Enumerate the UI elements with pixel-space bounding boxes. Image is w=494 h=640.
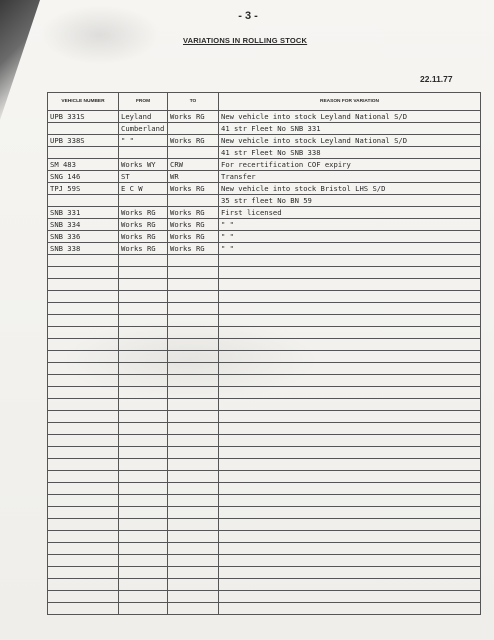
page-number: - 3 - (238, 10, 258, 22)
table-cell: CRW (168, 159, 219, 171)
table-row-empty (48, 339, 481, 351)
table-cell: Works RG (168, 111, 219, 123)
table-cell (219, 483, 481, 495)
table-cell: New vehicle into stock Bristol LHS S/D (219, 183, 481, 195)
table-cell (168, 351, 219, 363)
table-cell (48, 435, 119, 447)
table-cell (219, 447, 481, 459)
header-vehicle-number: VEHICLE NUMBER (48, 93, 119, 111)
table-cell (219, 327, 481, 339)
table-cell (219, 387, 481, 399)
table-cell (168, 411, 219, 423)
table-cell (48, 471, 119, 483)
table-row (48, 243, 481, 255)
table-cell: Works RG (168, 183, 219, 195)
table-cell (168, 303, 219, 315)
table-cell (168, 567, 219, 579)
table-row-empty (48, 399, 481, 411)
table-cell (168, 459, 219, 471)
table-row (48, 231, 481, 243)
table-row-empty (48, 603, 481, 615)
table-row (48, 195, 481, 207)
table-cell (119, 363, 168, 375)
table-cell (119, 555, 168, 567)
table-cell (219, 591, 481, 603)
table-cell (219, 435, 481, 447)
table-cell (48, 519, 119, 531)
table-row-empty (48, 363, 481, 375)
table-row-empty (48, 279, 481, 291)
table-cell (119, 399, 168, 411)
table-cell (219, 603, 481, 615)
table-cell (119, 519, 168, 531)
table-cell (168, 519, 219, 531)
table-cell: SNB 331 (48, 207, 119, 219)
table-cell (119, 255, 168, 267)
table-cell (168, 195, 219, 207)
table-cell (168, 315, 219, 327)
table-row-empty (48, 387, 481, 399)
table-cell (119, 411, 168, 423)
table-cell (168, 123, 219, 135)
scan-smudge (40, 5, 160, 65)
table-row (48, 111, 481, 123)
table-row-empty (48, 495, 481, 507)
table-cell: New vehicle into stock Leyland National S/D (219, 135, 481, 147)
table-cell (168, 483, 219, 495)
table-cell (219, 459, 481, 471)
table-cell: " " (219, 219, 481, 231)
table-cell (119, 567, 168, 579)
table-cell (219, 495, 481, 507)
table-cell (48, 507, 119, 519)
table-row-empty (48, 507, 481, 519)
table-cell (168, 255, 219, 267)
table-cell: Leyland (119, 111, 168, 123)
header-reason: REASON FOR VARIATION (219, 93, 481, 111)
table-cell (168, 423, 219, 435)
table-cell (119, 291, 168, 303)
table-cell (168, 435, 219, 447)
table-cell (219, 507, 481, 519)
table-row-empty (48, 591, 481, 603)
table-cell: 35 str fleet No BN 59 (219, 195, 481, 207)
table-cell (119, 507, 168, 519)
table-row-empty (48, 315, 481, 327)
table-cell: Works RG (168, 135, 219, 147)
table-cell: For recertification COF expiry (219, 159, 481, 171)
table-cell (119, 303, 168, 315)
table-cell (48, 123, 119, 135)
table-cell (168, 495, 219, 507)
table-cell (48, 411, 119, 423)
table-row (48, 147, 481, 159)
table-cell: UPB 331S (48, 111, 119, 123)
table-row-empty (48, 447, 481, 459)
table-cell (48, 459, 119, 471)
table-cell (119, 327, 168, 339)
table-cell (119, 267, 168, 279)
table-cell (119, 375, 168, 387)
table-cell (168, 591, 219, 603)
table-cell (168, 555, 219, 567)
table-cell (119, 531, 168, 543)
table-cell: Works RG (119, 231, 168, 243)
table-cell (48, 279, 119, 291)
table-cell (119, 543, 168, 555)
table-cell (219, 579, 481, 591)
table-cell (219, 351, 481, 363)
table-header-row (48, 93, 481, 111)
table-cell (168, 603, 219, 615)
table-cell (168, 291, 219, 303)
table-cell: " " (219, 243, 481, 255)
table-cell (48, 579, 119, 591)
table-cell (48, 327, 119, 339)
table-cell (48, 423, 119, 435)
table-cell: " " (219, 231, 481, 243)
table-cell (48, 267, 119, 279)
table-cell: UPB 338S (48, 135, 119, 147)
table-cell (48, 303, 119, 315)
table-cell (219, 339, 481, 351)
table-cell (119, 579, 168, 591)
table-cell (48, 387, 119, 399)
table-cell (168, 399, 219, 411)
header-from: FROM (119, 93, 168, 111)
table-cell (119, 471, 168, 483)
table-cell (48, 375, 119, 387)
table-cell (48, 255, 119, 267)
table-cell (48, 495, 119, 507)
table-cell (168, 279, 219, 291)
header-to: TO (168, 93, 219, 111)
table-cell (168, 471, 219, 483)
table-cell (219, 531, 481, 543)
table-cell (219, 411, 481, 423)
table-cell (168, 375, 219, 387)
table-cell (48, 195, 119, 207)
table-cell: WR (168, 171, 219, 183)
table-cell (48, 315, 119, 327)
document-date: 22.11.77 (420, 74, 453, 84)
table-cell (119, 495, 168, 507)
table-cell: Cumberland (119, 123, 168, 135)
table-cell: Works WY (119, 159, 168, 171)
table-cell: Works RG (168, 231, 219, 243)
table-cell (168, 267, 219, 279)
table-row-empty (48, 375, 481, 387)
table-cell: Works RG (168, 219, 219, 231)
table-cell (119, 603, 168, 615)
table-row-empty (48, 531, 481, 543)
table-cell: E C W (119, 183, 168, 195)
table-row (48, 207, 481, 219)
table-cell (48, 399, 119, 411)
table-cell (168, 363, 219, 375)
table-cell (119, 423, 168, 435)
table-cell: Works RG (119, 207, 168, 219)
table-cell: Works RG (119, 243, 168, 255)
table-cell: SNB 338 (48, 243, 119, 255)
table-cell (48, 603, 119, 615)
table-cell (168, 339, 219, 351)
table-row-empty (48, 303, 481, 315)
document-title: VARIATIONS IN ROLLING STOCK (183, 36, 308, 45)
table-cell (48, 339, 119, 351)
table-row-empty (48, 255, 481, 267)
table-cell (119, 447, 168, 459)
table-row (48, 183, 481, 195)
table-cell: TPJ 59S (48, 183, 119, 195)
table-row-empty (48, 423, 481, 435)
table-cell: First licensed (219, 207, 481, 219)
table-row-empty (48, 567, 481, 579)
table-cell (219, 399, 481, 411)
table-cell (219, 291, 481, 303)
table-cell (119, 195, 168, 207)
table-cell (168, 507, 219, 519)
table-cell (48, 555, 119, 567)
rolling-stock-table (47, 92, 481, 615)
table-body (48, 111, 481, 615)
table-cell (48, 291, 119, 303)
table-cell: SNB 336 (48, 231, 119, 243)
table-row (48, 171, 481, 183)
table-cell (119, 435, 168, 447)
table-cell (219, 519, 481, 531)
table-cell (219, 315, 481, 327)
table-cell: Transfer (219, 171, 481, 183)
table-row (48, 159, 481, 171)
table-cell (48, 363, 119, 375)
table-row-empty (48, 267, 481, 279)
table-row-empty (48, 579, 481, 591)
table-cell: SNB 334 (48, 219, 119, 231)
table-cell (219, 543, 481, 555)
table-cell (168, 387, 219, 399)
table-cell (219, 363, 481, 375)
table-cell (119, 279, 168, 291)
table-row-empty (48, 483, 481, 495)
table-cell (219, 255, 481, 267)
table-cell (48, 483, 119, 495)
table-row-empty (48, 327, 481, 339)
table-cell (168, 147, 219, 159)
table-row-empty (48, 555, 481, 567)
table-cell (119, 483, 168, 495)
table-cell: SNG 146 (48, 171, 119, 183)
table-cell (48, 531, 119, 543)
table-row-empty (48, 471, 481, 483)
table-row (48, 123, 481, 135)
table-cell (48, 447, 119, 459)
table-cell: ST (119, 171, 168, 183)
table-cell (119, 459, 168, 471)
table-cell: Works RG (168, 243, 219, 255)
table-cell (168, 543, 219, 555)
table-row-empty (48, 435, 481, 447)
table-row-empty (48, 411, 481, 423)
table-cell (219, 279, 481, 291)
table-row-empty (48, 459, 481, 471)
table-cell (119, 387, 168, 399)
table-row-empty (48, 351, 481, 363)
table-cell (168, 531, 219, 543)
table-cell (219, 555, 481, 567)
table-cell (119, 351, 168, 363)
table-row-empty (48, 543, 481, 555)
table-cell (48, 567, 119, 579)
table-cell: 41 str Fleet No SNB 338 (219, 147, 481, 159)
table-cell (48, 147, 119, 159)
table-cell (219, 423, 481, 435)
table-row (48, 135, 481, 147)
table-cell (48, 591, 119, 603)
table-cell (119, 591, 168, 603)
table-cell (219, 567, 481, 579)
table-cell: New vehicle into stock Leyland National S/D (219, 111, 481, 123)
table-cell (219, 267, 481, 279)
table-cell (168, 327, 219, 339)
table-cell (168, 579, 219, 591)
table-cell: " " (119, 135, 168, 147)
table-cell: 41 str Fleet No SNB 331 (219, 123, 481, 135)
table-cell: Works RG (168, 207, 219, 219)
table-cell (219, 375, 481, 387)
table-cell (119, 315, 168, 327)
table-cell (119, 147, 168, 159)
table-row-empty (48, 519, 481, 531)
table-cell: SM 483 (48, 159, 119, 171)
table-cell (48, 543, 119, 555)
table-cell (219, 471, 481, 483)
table-cell (219, 303, 481, 315)
table-cell (48, 351, 119, 363)
table-row (48, 219, 481, 231)
table-row-empty (48, 291, 481, 303)
table-cell (119, 339, 168, 351)
table-cell: Works RG (119, 219, 168, 231)
table-cell (168, 447, 219, 459)
